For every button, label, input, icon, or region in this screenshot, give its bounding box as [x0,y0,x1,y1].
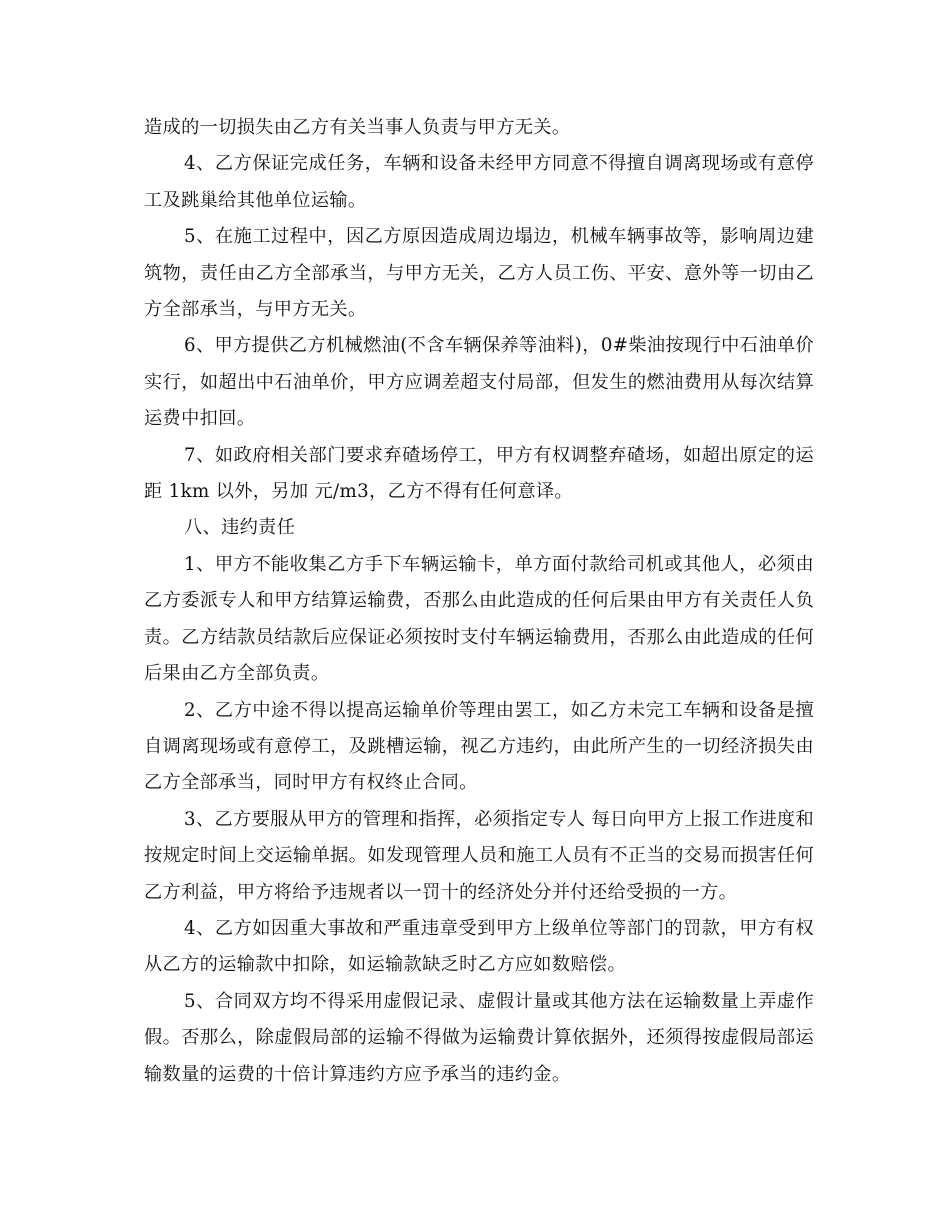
paragraph-7: 1、甲方不能收集乙方手下车辆运输卡，单方面付款给司机或其他人，必须由乙方委派专人和甲方结算运输费，否那么由此造成的任何后果由甲方有关责任人负责。乙方结款员结款后应保证必须按时支付车辆运输费用，否那么由此造成的任何后果由乙方全部负责。 [144,553,814,685]
paragraph-1: 造成的一切损失由乙方有关当事人负责与甲方无关。 [144,117,571,138]
paragraph-4: 6、甲方提供乙方机械燃油(不含车辆保养等油料)，0#柴油按现行中石油单价实行，如超出中石油单价，甲方应调差超支付局部，但发生的燃油费用从每次结算运费中扣回。 [144,335,814,430]
paragraph-11: 5、合同双方均不得采用虚假记录、虚假计量或其他方法在运输数量上弄虚作假。否那么，除虚假局部的运输不得做为运输费计算依据外，还须得按虚假局部运输数量的运费的十倍计算违约方应予承当的违约金。 [144,990,814,1085]
document-body [144,110,814,1093]
paragraph-9: 3、乙方要服从甲方的管理和指挥，必须指定专人 每日向甲方上报工作进度和按规定时间上交运输单据。如发现管理人员和施工人员有不正当的交易而损害任何乙方利益，甲方将给予违规者以一罚十的经济处分并付还给受损的一方。 [144,808,814,903]
paragraph-3: 5、在施工过程中，因乙方原因造成周边塌边，机械车辆事故等，影响周边建筑物，责任由乙方全部承当，与甲方无关，乙方人员工伤、平安、意外等一切由乙方全部承当，与甲方无关。 [144,226,814,321]
paragraph-5: 7、如政府相关部门要求弃碴场停工，甲方有权调整弃碴场，如超出原定的运距 1km 以外，另加 元/m3，乙方不得有任何意译。 [144,444,814,503]
paragraph-10: 4、乙方如因重大事故和严重违章受到甲方上级单位等部门的罚款，甲方有权从乙方的运输款中扣除，如运输款缺乏时乙方应如数赔偿。 [144,917,814,976]
paragraph-8: 2、乙方中途不得以提高运输单价等理由罢工，如乙方未完工车辆和设备是擅自调离现场或有意停工，及跳槽运输，视乙方违约，由此所产生的一切经济损失由乙方全部承当，同时甲方有权终止合同。 [144,699,814,794]
section-heading-breach-liability: 八、违约责任 [184,517,296,539]
paragraph-2: 4、乙方保证完成任务，车辆和设备未经甲方同意不得擅自调离现场或有意停工及跳巢给其他单位运输。 [144,153,814,211]
